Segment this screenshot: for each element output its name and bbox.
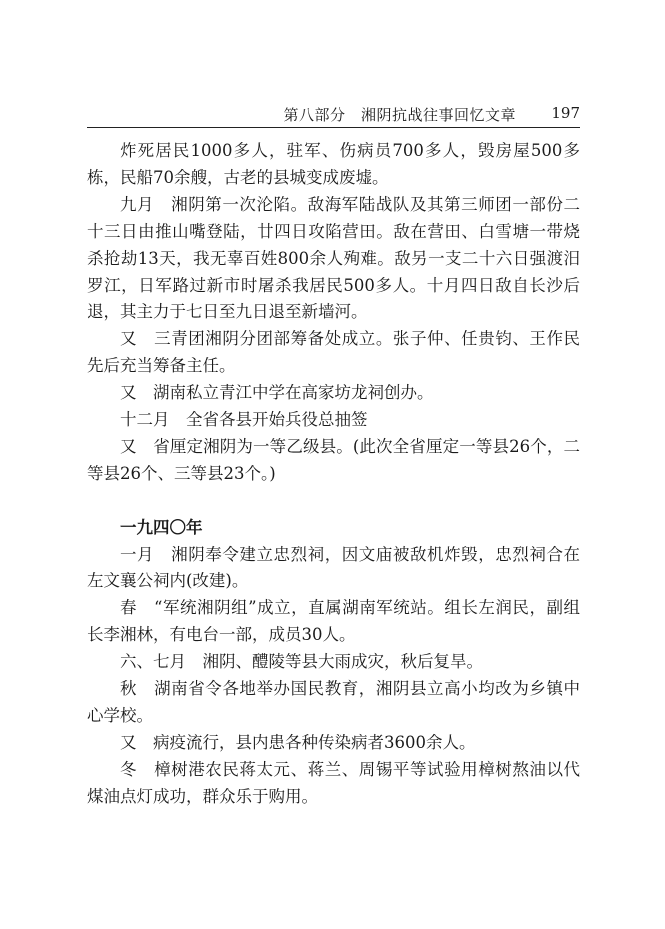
paragraph: 秋 湖南省令各地举办国民教育，湘阴县立高小均改为乡镇中心学校。	[87, 679, 580, 726]
paragraph: 又 湖南私立青江中学在高家坊龙祠创办。	[120, 383, 434, 403]
paragraph: 一月 湘阴奉令建立忠烈祠，因文庙被敌机炸毁，忠烈祠合在左文襄公祠内(改建)。	[87, 544, 580, 591]
paragraph: 春 “军统湘阴组”成立，直属湖南军统站。组长左润民，副组长李湘林，有电台一部，成员30人。	[87, 598, 580, 645]
paragraph: 九月 湘阴第一次沦陷。敌海军陆战队及其第三师团一部份二十三日由推山嘴登陆，廿四日攻陷营田。敌在营田、白雪塘一带烧杀抢劫13天，我无辜百姓800余人殉难。敌另一支二十六日强渡汨罗江，日军路过新市时屠杀我居民500多人。十月四日敌自长沙后退，其主力于七日至九日退至新墙河。	[87, 194, 580, 322]
running-header	[87, 104, 580, 126]
paragraph: 又 病疫流行，县内患各种传染病者3600余人。	[120, 732, 476, 752]
header-title: 第八部分 湘阴抗战往事回忆文章	[283, 106, 516, 124]
paragraph: 六、七月 湘阴、醴陵等县大雨成灾，秋后复旱。	[120, 652, 483, 672]
page-body	[87, 138, 580, 811]
paragraph: 冬 樟树港农民蒋太元、蒋兰、周锡平等试验用樟树熬油以代煤油点灯成功，群众乐于购用。	[87, 759, 580, 806]
section-spacer	[87, 488, 580, 515]
paragraph: 又 省厘定湘阴为一等乙级县。(此次全省厘定一等县26个，二等县26个、三等县23个。)	[87, 436, 580, 483]
paragraph: 十二月 全省各县开始兵役总抽签	[120, 410, 368, 430]
year-heading: 一九四〇年	[120, 517, 203, 537]
paragraph: 又 三青团湘阴分团部筹备处成立。张子仲、任贵钧、王作民先后充当筹备主任。	[87, 329, 580, 376]
paragraph: 炸死居民1000多人，驻军、伤病员700多人，毁房屋500多栋，民船70余艘，古老的县城变成废墟。	[87, 141, 580, 187]
page-number: 197	[551, 104, 580, 122]
header-divider	[87, 127, 580, 128]
